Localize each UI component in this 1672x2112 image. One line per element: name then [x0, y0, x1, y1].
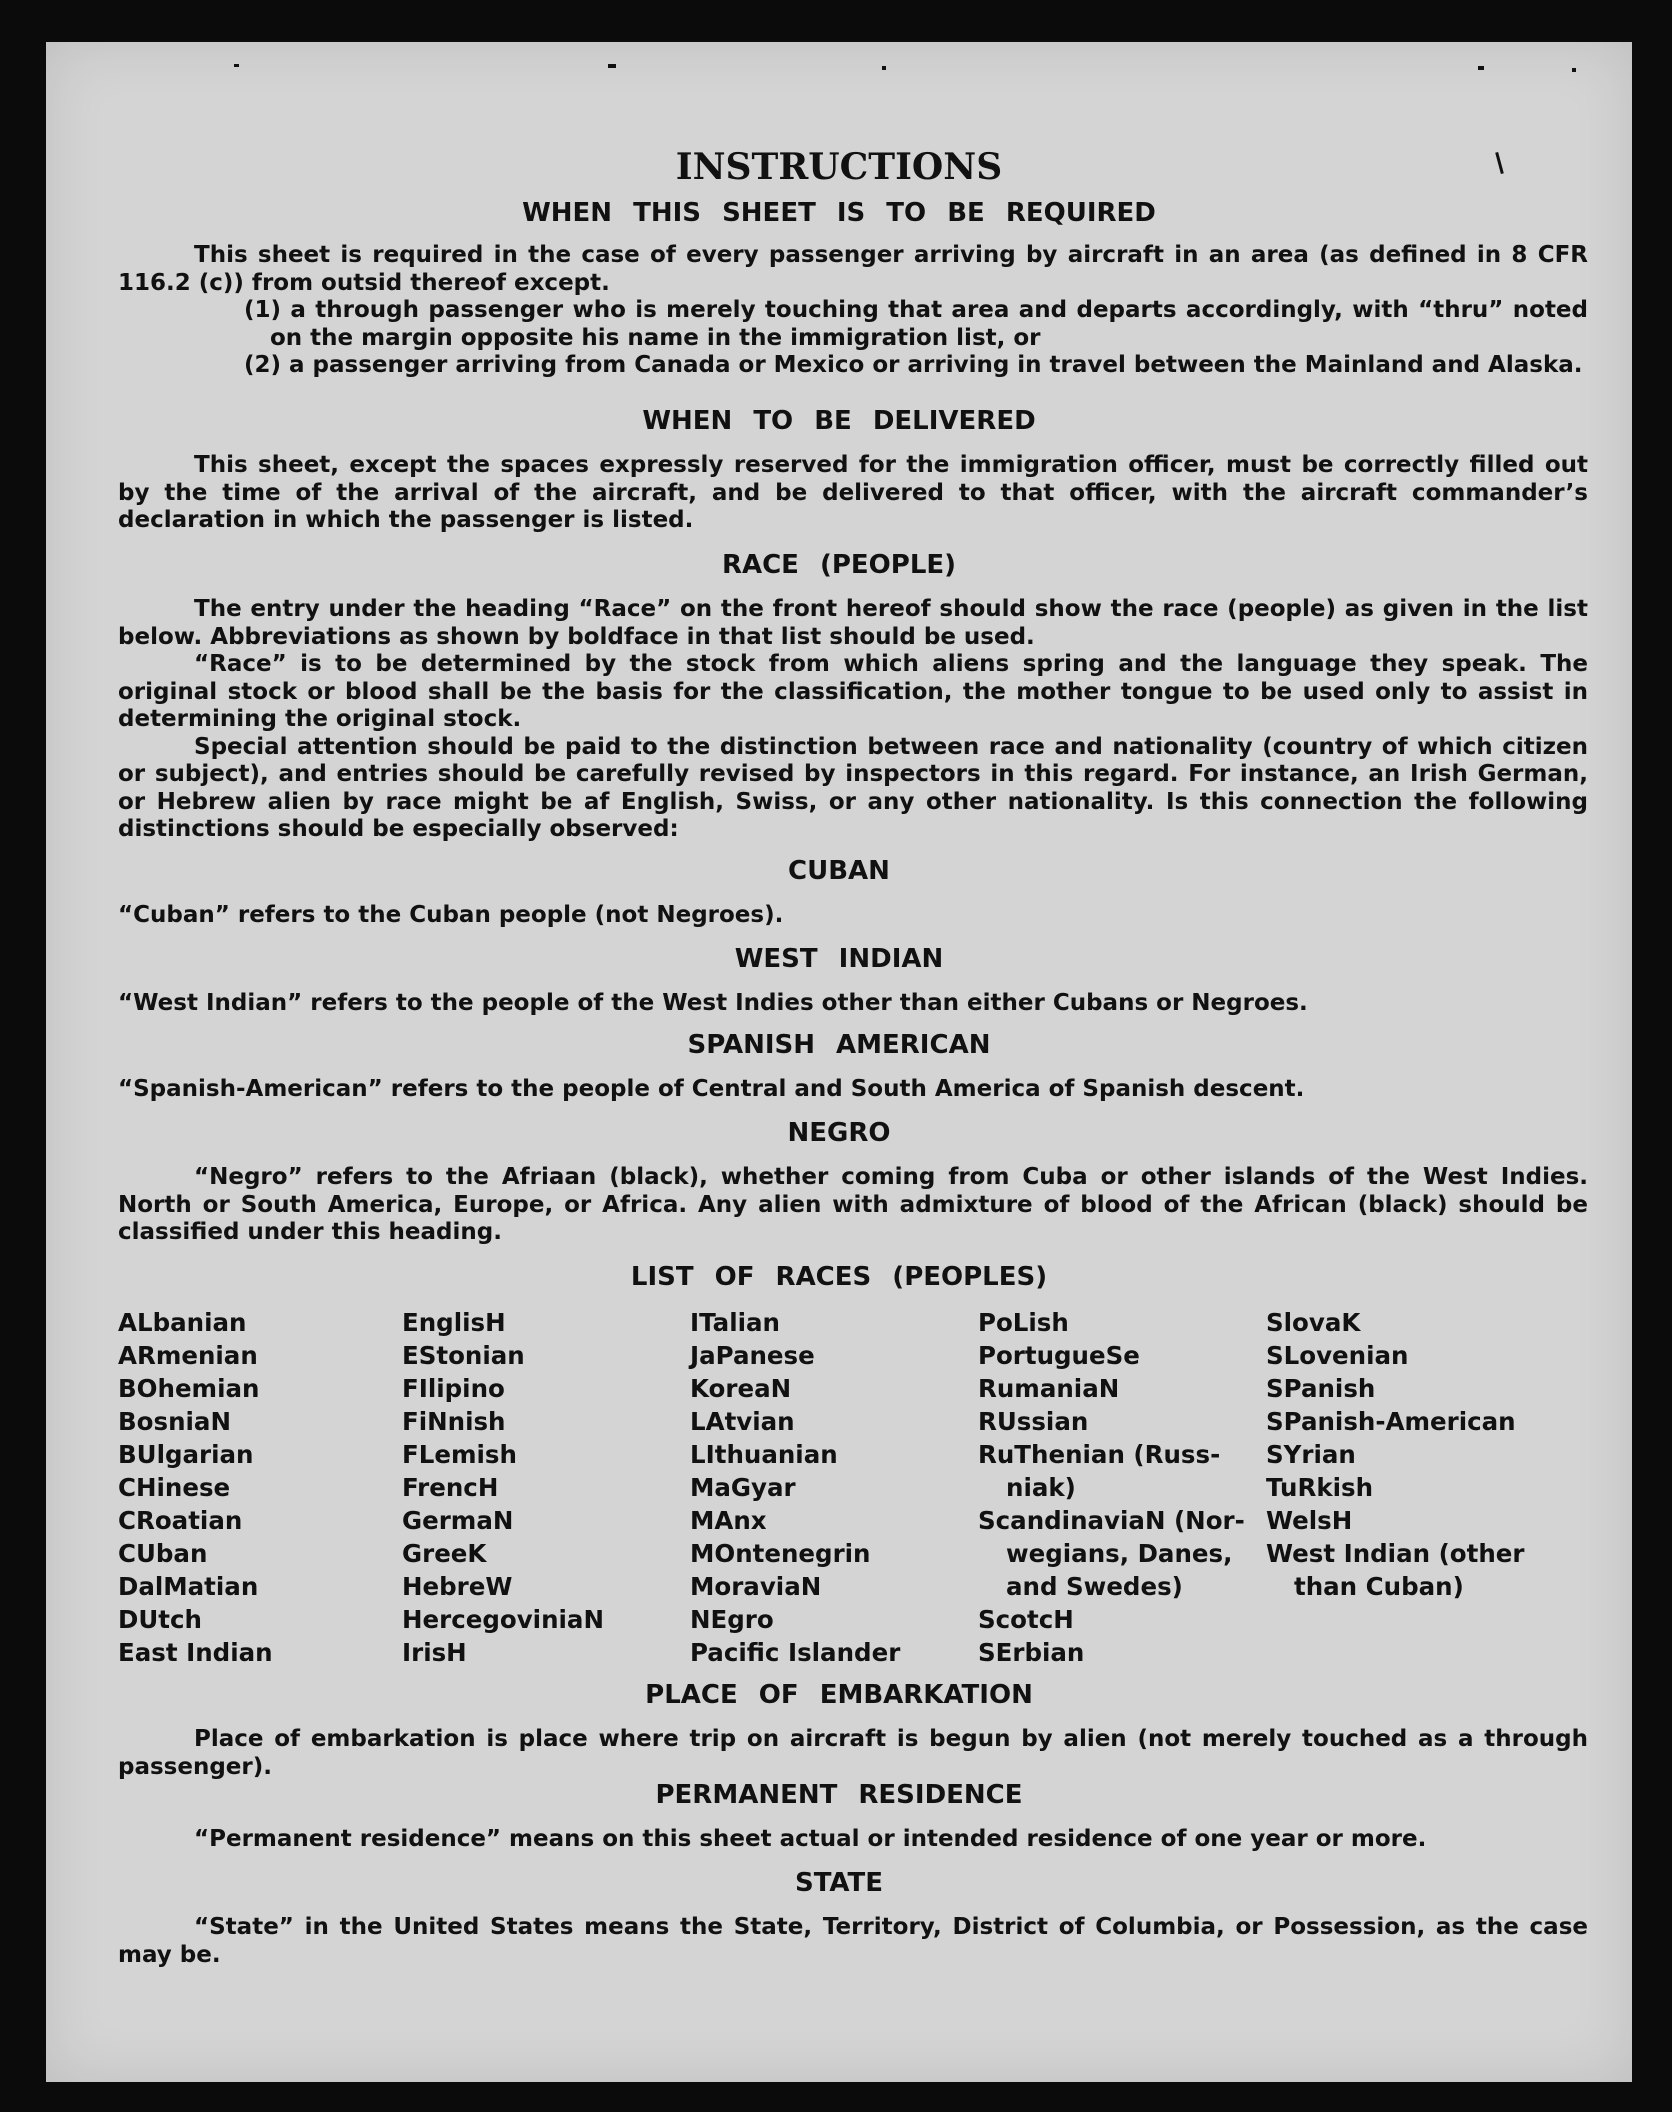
scan-speck: [882, 66, 886, 70]
section-when-required: [118, 242, 1588, 380]
heading-race: RACE (PEOPLE): [721, 550, 957, 580]
section-when-delivered: [118, 452, 1588, 535]
race-item: SLovenian: [1266, 1341, 1409, 1370]
section-cuban: [118, 902, 1588, 930]
heading-negro: NEGRO: [787, 1118, 891, 1148]
section-state: [118, 1914, 1588, 1969]
scan-speck: [234, 64, 239, 67]
race-item: FrencH: [402, 1473, 499, 1502]
race-item: RUssian: [978, 1407, 1089, 1436]
heading-permanent-residence: PERMANENT RESIDENCE: [655, 1780, 1023, 1810]
heading-list-of-races: LIST OF RACES (PEOPLES): [630, 1262, 1048, 1292]
paragraph: This sheet, except the spaces expressly reserved for the immigration officer, must be correctly filled out by the time of the arrival of the aircraft, and be delivered to that officer, with the aircraft commander’s declaration in which the passenger is listed.: [118, 452, 1588, 533]
race-item: FIlipino: [402, 1374, 505, 1403]
race-item: West Indian (other: [1266, 1539, 1525, 1568]
paragraph: The entry under the heading “Race” on the front hereof should show the race (people) as given in the list below. Abbreviations as shown by boldface in that list should be used.: [118, 596, 1588, 650]
race-item: PortugueSe: [978, 1341, 1140, 1370]
race-item: SlovaK: [1266, 1308, 1361, 1337]
paragraph: Special attention should be paid to the distinction between race and nationality (country of which citizen or subject), and entries should be carefully revised by inspectors in this regard. For instance, an Irish German, or Hebrew alien by race might be af English, Swiss, or any other nationality. Is this connection the following distinctions should be especially observed:: [118, 733, 1588, 842]
document-page: [46, 42, 1632, 2082]
race-item: MAnx: [690, 1506, 767, 1535]
races-column-2: [402, 1306, 604, 1669]
race-item: TuRkish: [1266, 1473, 1374, 1502]
race-item: ITalian: [690, 1308, 780, 1337]
section-negro: [118, 1164, 1588, 1247]
race-item: SPanish: [1266, 1374, 1376, 1403]
race-item: wegians, Danes,: [1006, 1539, 1233, 1568]
list-item: (1) a through passenger who is merely touching that area and departs accordingly, with “thru” noted on the margin opposite his name in the immigration list, or: [244, 297, 1588, 351]
race-item: HercegoviniaN: [402, 1605, 604, 1634]
race-item: BUlgarian: [118, 1440, 254, 1469]
race-item: DUtch: [118, 1605, 202, 1634]
section-race: [118, 596, 1588, 844]
heading-west-indian: WEST INDIAN: [734, 944, 944, 974]
race-item: LAtvian: [690, 1407, 795, 1436]
race-item: Pacific Islander: [690, 1638, 901, 1667]
race-item: and Swedes): [1006, 1572, 1183, 1601]
race-item: CUban: [118, 1539, 208, 1568]
race-item: MoraviaN: [690, 1572, 822, 1601]
race-item: EStonian: [402, 1341, 525, 1370]
paragraph: “Spanish-American” refers to the people of Central and South America of Spanish descent.: [118, 1076, 1305, 1102]
race-item: HebreW: [402, 1572, 513, 1601]
race-item: ALbanian: [118, 1308, 247, 1337]
heading-spanish-american: SPANISH AMERICAN: [687, 1030, 991, 1060]
race-item: ScotcH: [978, 1605, 1074, 1634]
paragraph: “West Indian” refers to the people of the West Indies other than either Cubans or Negroes.: [118, 990, 1308, 1016]
section-place-of-embarkation: [118, 1726, 1588, 1781]
heading-place-of-embarkation: PLACE OF EMBARKATION: [645, 1680, 1033, 1710]
race-item: JaPanese: [690, 1341, 815, 1370]
heading-when-delivered: WHEN TO BE DELIVERED: [642, 406, 1036, 436]
race-item: SYrian: [1266, 1440, 1356, 1469]
race-item: East Indian: [118, 1638, 273, 1667]
paragraph: “Permanent residence” means on this sheet actual or intended residence of one year or more.: [194, 1826, 1427, 1852]
race-item: KoreaN: [690, 1374, 792, 1403]
races-column-1: [118, 1306, 273, 1669]
race-item: than Cuban): [1294, 1572, 1464, 1601]
race-item: GermaN: [402, 1506, 514, 1535]
race-item: LIthuanian: [690, 1440, 838, 1469]
race-item: FiNnish: [402, 1407, 506, 1436]
race-item: MaGyar: [690, 1473, 796, 1502]
race-item: MOntenegrin: [690, 1539, 871, 1568]
section-west-indian: [118, 990, 1588, 1018]
race-item: GreeK: [402, 1539, 487, 1568]
paragraph: Place of embarkation is place where trip on aircraft is begun by alien (not merely touched as a through passenger).: [118, 1726, 1588, 1780]
race-item: EnglisH: [402, 1308, 506, 1337]
heading-state: STATE: [794, 1868, 884, 1898]
races-column-5: [1266, 1306, 1524, 1603]
paragraph: “State” in the United States means the State, Territory, District of Columbia, or Possession, as the case may be.: [118, 1914, 1588, 1968]
race-item: NEgro: [690, 1605, 774, 1634]
races-column-4: [978, 1306, 1245, 1669]
race-item: FLemish: [402, 1440, 517, 1469]
race-item: WelsH: [1266, 1506, 1353, 1535]
race-item: ScandinaviaN (Nor-: [978, 1506, 1245, 1535]
race-item: DalMatian: [118, 1572, 259, 1601]
race-item: CHinese: [118, 1473, 231, 1502]
paragraph: “Cuban” refers to the Cuban people (not Negroes).: [118, 902, 784, 928]
race-item: RuThenian (Russ-: [978, 1440, 1221, 1469]
paragraph: “Negro” refers to the Afriaan (black), whether coming from Cuba or other islands of the West Indies. North or South America, Europe, or Africa. Any alien with admixture of blood of the African (black) should be classified under this heading.: [118, 1164, 1588, 1245]
scan-speck: [608, 64, 616, 68]
heading-when-required: WHEN THIS SHEET IS TO BE REQUIRED: [522, 198, 1156, 228]
races-column-3: [690, 1306, 900, 1669]
race-item: RumaniaN: [978, 1374, 1120, 1403]
race-item: SErbian: [978, 1638, 1085, 1667]
race-item: ARmenian: [118, 1341, 258, 1370]
race-item: CRoatian: [118, 1506, 243, 1535]
paragraph: “Race” is to be determined by the stock from which aliens spring and the language they speak. The original stock or blood shall be the basis for the classification, the mother tongue to be used only to assist in determining the original stock.: [118, 651, 1588, 732]
section-spanish-american: [118, 1076, 1588, 1104]
heading-cuban: CUBAN: [788, 856, 890, 886]
section-permanent-residence: [118, 1826, 1588, 1854]
race-item: BOhemian: [118, 1374, 260, 1403]
scan-speck: [1572, 68, 1576, 72]
list-item: (2) a passenger arriving from Canada or Mexico or arriving in travel between the Mainland and Alaska.: [244, 352, 1583, 378]
race-item: SPanish-American: [1266, 1407, 1516, 1436]
page-title: INSTRUCTIONS: [675, 146, 1003, 188]
race-item: niak): [1006, 1473, 1076, 1502]
race-item: IrisH: [402, 1638, 467, 1667]
paragraph: This sheet is required in the case of every passenger arriving by aircraft in an area (as defined in 8 CFR 116.2 (c)) from outsid thereof except.: [118, 242, 1588, 296]
scan-speck: [1478, 66, 1484, 70]
race-item: BosniaN: [118, 1407, 231, 1436]
race-item: PoLish: [978, 1308, 1069, 1337]
